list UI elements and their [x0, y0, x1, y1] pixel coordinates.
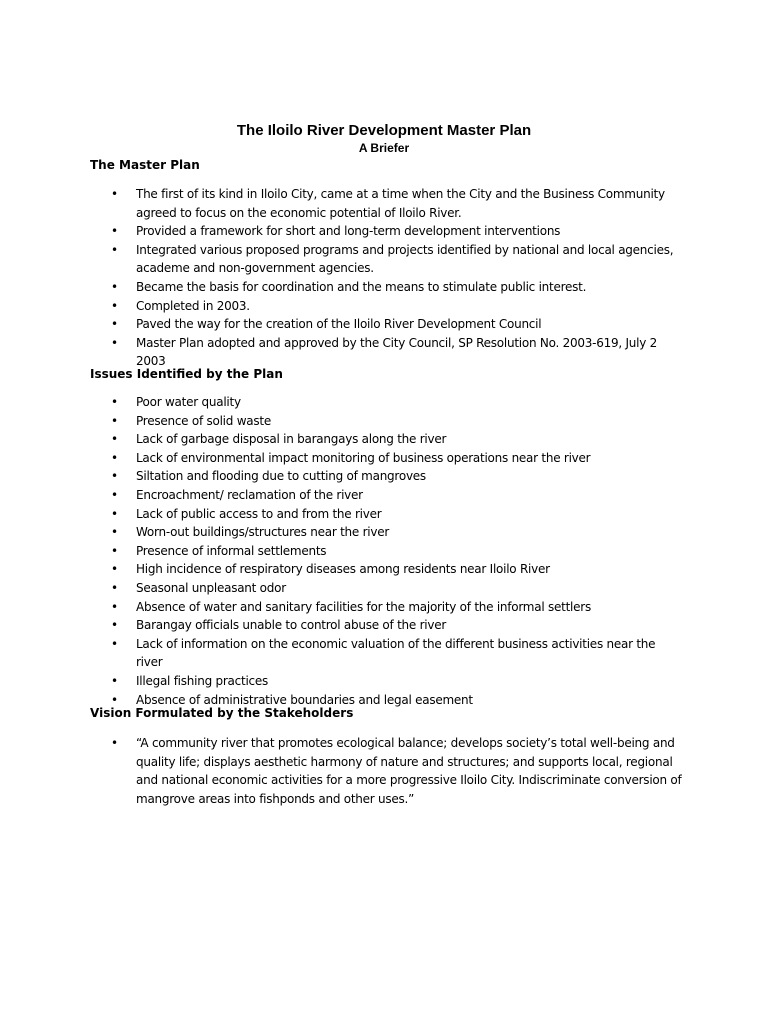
list-item	[0, 635, 684, 672]
list-item-text: Poor water quality	[136, 395, 241, 409]
bullet-icon: •	[111, 636, 119, 651]
document-subtitle: A Briefer	[358, 141, 410, 155]
list-item	[0, 430, 684, 449]
list-item	[0, 598, 684, 617]
list-item-text: Provided a framework for short and long-term development interventions	[136, 224, 561, 239]
bullet-icon: •	[111, 395, 119, 409]
section-heading-issues: Issues Identified by the Plan	[90, 367, 283, 381]
list-item-text: Lack of information on the economic valuation of the different business activities near the river	[136, 636, 656, 670]
list-item-text: Integrated various proposed programs and projects identified by national and local agencies, academe and non-government agencies.	[136, 242, 674, 276]
list-item	[0, 185, 684, 222]
list-item	[0, 412, 684, 431]
list-item	[0, 734, 684, 808]
list-item-text: Illegal fishing practices	[136, 673, 269, 688]
list-item	[0, 278, 684, 297]
list-item-text: Absence of water and sanitary facilities for the majority of the informal settlers	[136, 599, 591, 614]
bullet-icon: •	[111, 692, 119, 707]
list-item-text: Lack of environmental impact monitoring of business operations near the river	[136, 450, 591, 465]
list-item	[0, 560, 684, 579]
bullet-icon: •	[111, 673, 119, 688]
list-item	[0, 222, 684, 241]
list-item-text: High incidence of respiratory diseases among residents near Iloilo River	[136, 562, 550, 577]
list-item	[0, 616, 684, 635]
master-plan-list	[0, 185, 768, 371]
list-item-text: Encroachment/ reclamation of the river	[136, 487, 363, 502]
vision-list	[0, 734, 768, 808]
bullet-icon: •	[111, 487, 119, 502]
bullet-icon: •	[111, 413, 119, 428]
list-item-text: Seasonal unpleasant odor	[136, 580, 286, 595]
list-item	[0, 315, 684, 334]
bullet-icon: •	[111, 432, 119, 447]
list-item-text: The first of its kind in Iloilo City, came at a time when the City and the Business Community agreed to focus on the economic potential of Iloilo River.	[136, 187, 665, 220]
bullet-icon: •	[111, 317, 119, 332]
bullet-icon: •	[111, 525, 119, 540]
list-item	[0, 393, 684, 412]
list-item-text: Completed in 2003.	[136, 298, 250, 313]
list-item-text: Lack of garbage disposal in barangays along the river	[136, 432, 447, 447]
bullet-icon: •	[111, 469, 119, 484]
list-item-text: Master Plan adopted and approved by the City Council, SP Resolution No. 2003-619, July 2 2003	[136, 335, 658, 369]
list-item	[0, 523, 684, 542]
list-item	[0, 672, 684, 691]
bullet-icon: •	[111, 580, 119, 595]
list-item	[0, 579, 684, 598]
bullet-icon: •	[111, 279, 119, 294]
list-item-text: Presence of solid waste	[136, 413, 271, 428]
bullet-icon: •	[111, 450, 119, 465]
issues-list	[0, 393, 768, 709]
list-item	[0, 505, 684, 524]
list-item	[0, 542, 684, 561]
bullet-icon: •	[111, 543, 119, 558]
document-title: The Iloilo River Development Master Plan	[236, 122, 532, 139]
bullet-icon: •	[111, 298, 119, 313]
bullet-icon: •	[111, 618, 119, 633]
bullet-icon: •	[111, 224, 119, 239]
bullet-icon: •	[111, 187, 119, 201]
list-item	[0, 486, 684, 505]
list-item-text: Siltation and flooding due to cutting of mangroves	[136, 469, 426, 484]
list-item-text: Barangay officials unable to control abuse of the river	[136, 618, 447, 633]
bullet-icon: •	[111, 506, 119, 521]
list-item-text: Became the basis for coordination and the means to stimulate public interest.	[136, 279, 587, 294]
list-item	[0, 449, 684, 468]
bullet-icon: •	[111, 736, 119, 750]
list-item	[0, 297, 684, 316]
bullet-icon: •	[111, 599, 119, 614]
list-item-text: “A community river that promotes ecological balance; develops society’s total well-being and quality life; displays aesthetic harmony of nature and structures; and supports local, regional and national economic activities for a more progressive Iloilo City. Indiscriminate conversion of mangrove areas into fishponds and other uses.”	[136, 736, 682, 806]
list-item	[0, 467, 684, 486]
list-item-text: Presence of informal settlements	[136, 543, 327, 558]
list-item-text: Paved the way for the creation of the Iloilo River Development Council	[136, 317, 542, 332]
section-heading-master-plan: The Master Plan	[90, 158, 200, 172]
list-item	[0, 241, 684, 278]
list-item-text: Lack of public access to and from the river	[136, 506, 382, 521]
section-heading-vision: Vision Formulated by the Stakeholders	[90, 706, 354, 720]
bullet-icon: •	[111, 242, 119, 257]
list-item-text: Absence of administrative boundaries and legal easement	[136, 692, 473, 707]
bullet-icon: •	[111, 335, 119, 350]
bullet-icon: •	[111, 562, 119, 577]
list-item-text: Worn-out buildings/structures near the river	[136, 525, 390, 540]
